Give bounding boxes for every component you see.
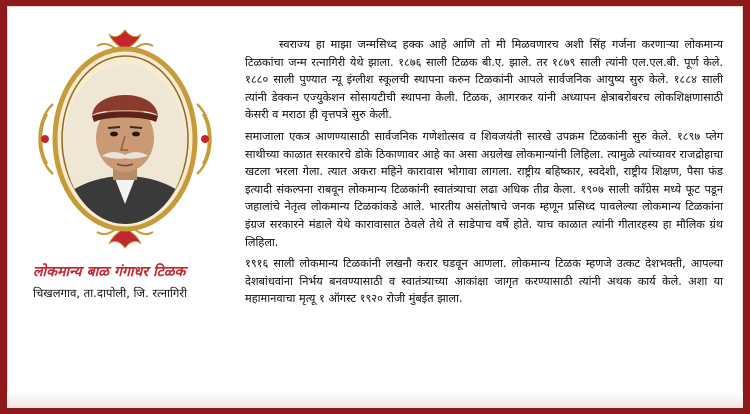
person-name: लोकमान्य बाळ गंगाधर टिळक	[33, 264, 186, 280]
profile-panel	[7, 6, 237, 408]
bio-paragraph: समाजाला एकत्र आणण्यासाठी सार्वजनिक गणेशोत्सव व शिवजयंती सारखे उपक्रम टिळकांनी सुरु केले. १८९७ प्लेग साथीच्या काळात सरकारचे डोके ठिकाणावर आहे का असा अग्रलेख लोकमान्यांनी लिहिला. त्यामुळे त्यांच्यावर राजद्रोहाचा खटला भरला गेला. त्यात अकरा महिने कारावास भोगावा लागला. राष्ट्रीय बहिष्कार, स्वदेशी, राष्ट्रीय शिक्षण, पैसा फंड इत्यादी संकल्पना राबवून लोकमान्य टिळकांनी स्वातंत्र्याचा लढा अधिक तीव्र केला. १९०७ साली कॉंग्रेस मध्ये फूट पडून जहालांचे नेतृत्व लोकमान्य टिळकांकडे आले. भारतीय असंतोषाचे जनक म्हणून प्रसिध्द पावलेल्या लोकमान्य टिळकांना इंग्रज सरकारने मंडाले येथे कारावासात ठेवले तेथे ते साडेपाच वर्षे होते. याच काळात त्यांनी गीतारहस्य हा मौलिक ग्रंथ लिहिला.	[245, 129, 723, 249]
page-frame	[7, 6, 743, 408]
biography	[245, 36, 723, 312]
portrait-illustration-icon	[64, 64, 186, 224]
portrait	[64, 64, 186, 224]
birthplace: चिखलगाव, ता.दापोली, जि. रत्नागिरी	[33, 286, 188, 300]
bio-paragraph: १९१६ साली लोकमान्य टिळकांनी लखनौ करार घडवून आणला. लोकमान्य टिळक म्हणजे उत्कट देशभक्ती, आपल्या देशबांधवांना निर्भय बनवण्यासाठी व स्वातंत्र्याच्या आकांक्षा जागृत करण्यासाठी त्यांनी अथक कार्य केले. अशा या महामानवाचा मृत्यू १ ऑगस्ट १९२० रोजी मुंबईत झाला.	[245, 257, 723, 306]
bio-paragraph: स्वराज्य हा माझा जन्मसिध्द हक्क आहे आणि तो मी मिळवणारच अशी सिंह गर्जना करणाऱ्या लोकमान्य टिळकांचा जन्म रत्नागिरी येथे झाला. १८७६ साली टिळक बी.ए. झाले. तर १८७९ साली त्यांनी एल.एल.बी. पूर्ण केले. १८८० साली पुण्यात न्यू इंग्लीश स्कूलची स्थापना करुन टिळकांनी आपले सार्वजनिक आयुष्य सुरु केले. १८८४ साली त्यांनी डेक्कन एज्युकेशन सोसायटीची स्थापना केली. टिळक, आगरकर यांनी अध्यापन क्षेत्राबरोबरच लोकशिक्षणासाठी केसरी व मराठा ही वृत्तपत्रे सुरु केली.	[245, 38, 723, 122]
bottom-shade	[7, 392, 743, 408]
